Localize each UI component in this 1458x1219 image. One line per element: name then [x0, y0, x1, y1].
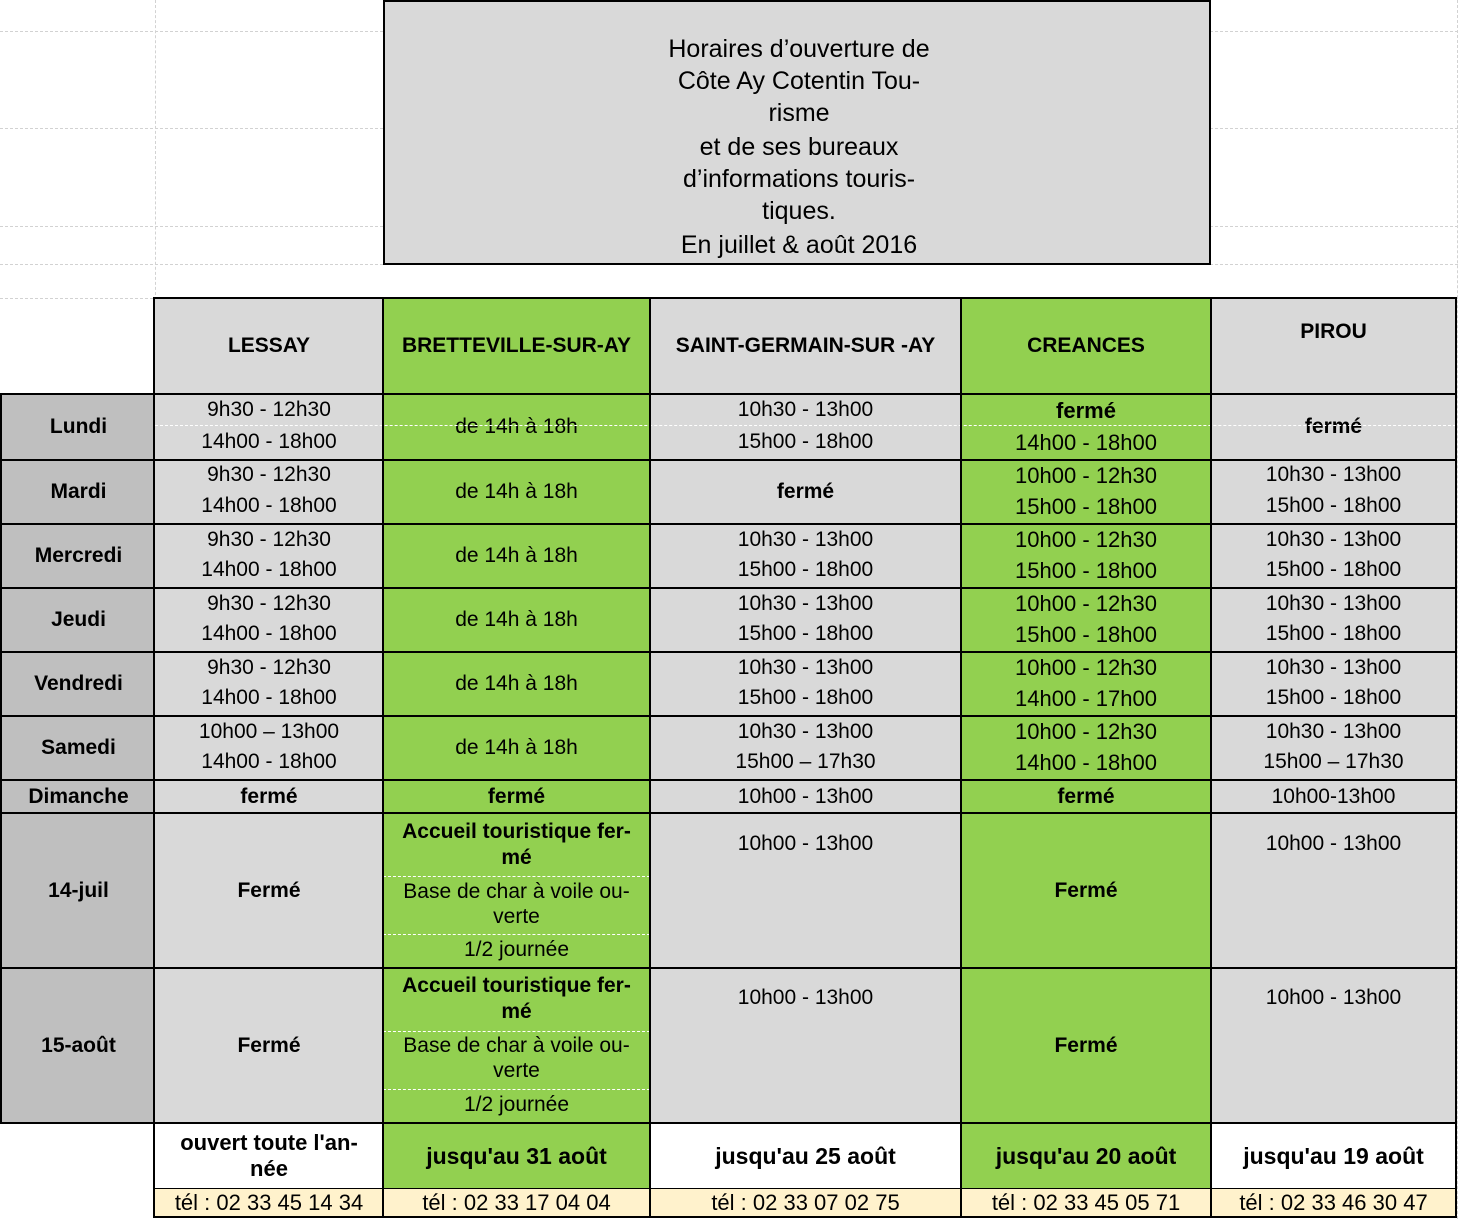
time-slot: 10h00 - 13h00: [737, 784, 874, 808]
row-divider: [383, 1089, 650, 1090]
border-line: [1455, 297, 1457, 1218]
time-slot: 9h30 - 12h30: [207, 463, 331, 486]
time-slot: 15h00 - 18h00: [737, 430, 874, 453]
time-slot: 10h30 - 13h00: [1265, 528, 1402, 551]
holiday-note: mé: [501, 846, 532, 869]
border-line: [153, 297, 155, 1218]
row-divider: [383, 1031, 650, 1032]
column-header-creances: CREANCES: [961, 298, 1211, 394]
closed-label: fermé: [1057, 784, 1115, 808]
holiday-note: Base de char à voile ou-: [403, 880, 630, 903]
border-line: [382, 297, 384, 1218]
time-slot: 15h00 - 18h00: [737, 622, 874, 645]
border-line: [153, 297, 1457, 299]
time-slot: 15h00 - 18h00: [1265, 686, 1402, 709]
border-line: [0, 1122, 1457, 1124]
day-label: Jeudi: [2, 588, 155, 652]
closed-label: fermé: [1304, 415, 1363, 438]
time-slot: 10h30 - 13h00: [737, 720, 874, 743]
time-slot: 10h30 - 13h00: [1265, 720, 1402, 743]
phone-number: tél : 02 33 45 14 34: [155, 1189, 383, 1217]
border-line: [0, 715, 1457, 717]
time-slot: 15h00 - 18h00: [1015, 494, 1157, 519]
day-label: Dimanche: [2, 780, 155, 813]
holiday-note: verte: [493, 905, 540, 928]
time-slot: 10h00 - 12h30: [1015, 527, 1157, 552]
grid-line: [155, 0, 156, 300]
border-line: [0, 523, 1457, 525]
border-line: [0, 393, 1457, 395]
row-divider: [155, 425, 1456, 426]
holiday-cell-pirou: [1211, 813, 1456, 968]
time-slot: 14h00 - 18h00: [1015, 750, 1157, 775]
until-label: jusqu'au 31 août: [383, 1123, 650, 1189]
day-label: Vendredi: [2, 652, 155, 716]
time-slot: 15h00 – 17h30: [1263, 750, 1404, 773]
day-label: Mardi: [2, 460, 155, 524]
time-slot: 9h30 - 12h30: [207, 656, 331, 679]
title-line: Côte Ay Cotentin Tou-: [677, 67, 921, 95]
until-label: ouvert toute l'an-: [180, 1130, 358, 1155]
time-slot: 14h00 - 18h00: [201, 494, 337, 517]
holiday-note: Accueil touristique fer-: [402, 820, 631, 843]
time-slot: 15h00 – 17h30: [735, 750, 876, 773]
holiday-note: verte: [493, 1059, 540, 1082]
column-header-pirou: PIROU: [1211, 298, 1456, 394]
border-line: [0, 587, 1457, 589]
time-slot: 10h30 - 13h00: [737, 592, 874, 615]
time-slot: 14h00 - 18h00: [201, 750, 337, 773]
time-slot: 14h00 - 18h00: [201, 622, 337, 645]
day-label: 15-août: [2, 968, 155, 1123]
time-slot: 10h30 - 13h00: [737, 528, 874, 551]
time-slot: de 14h à 18h: [455, 415, 578, 438]
holiday-note: Base de char à voile ou-: [403, 1034, 630, 1057]
border-line: [0, 779, 1457, 781]
holiday-cell-saint-germain: [650, 968, 961, 1123]
title-line: d’informations touris-: [682, 165, 916, 193]
time-slot: 15h00 - 18h00: [1265, 558, 1402, 581]
time-slot: 10h00 – 13h00: [198, 720, 340, 743]
time-slot: 10h00 - 12h30: [1015, 463, 1157, 488]
title-line: risme: [768, 99, 830, 127]
border-line: [0, 967, 1457, 969]
time-slot: 14h00 - 18h00: [1015, 430, 1157, 455]
time-slot: de 14h à 18h: [455, 736, 578, 759]
holiday-note: Accueil touristique fer-: [402, 974, 631, 997]
time-slot: 10h30 - 13h00: [1265, 592, 1402, 615]
day-label: Lundi: [2, 394, 155, 460]
holiday-cell-saint-germain: [650, 813, 961, 968]
border-line: [0, 393, 2, 1124]
phone-number: tél : 02 33 07 02 75: [650, 1189, 961, 1217]
border-line: [649, 297, 651, 1218]
until-label: jusqu'au 25 août: [650, 1123, 961, 1189]
time-slot: 15h00 - 18h00: [1015, 558, 1157, 583]
phone-number: tél : 02 33 17 04 04: [383, 1189, 650, 1217]
until-label: jusqu'au 20 août: [961, 1123, 1211, 1189]
holiday-note: 1/2 journée: [463, 938, 570, 961]
closed-label: fermé: [1056, 398, 1116, 423]
closed-label: fermé: [776, 480, 835, 503]
time-slot: 15h00 - 18h00: [737, 558, 874, 581]
time-slot: 15h00 - 18h00: [737, 686, 874, 709]
time-slot: 14h00 - 18h00: [201, 558, 337, 581]
time-slot: 14h00 - 17h00: [1015, 686, 1157, 711]
title-box: [383, 0, 1211, 265]
time-slot: 10h00 - 12h30: [1015, 591, 1157, 616]
time-slot: 9h30 - 12h30: [207, 592, 331, 615]
time-slot: 9h30 - 12h30: [207, 398, 331, 421]
holiday-cell-bretteville: [383, 968, 650, 1123]
title-line: Horaires d’ouverture de: [668, 35, 930, 63]
time-slot: 10h00 - 12h30: [1015, 719, 1157, 744]
time-slot: 15h00 - 18h00: [1265, 622, 1402, 645]
closed-label: Fermé: [961, 813, 1211, 968]
until-cell-lessay: [155, 1123, 383, 1189]
time-slot: 10h00 - 13h00: [1265, 986, 1402, 1009]
row-divider: [383, 876, 650, 877]
column-header-lessay: LESSAY: [155, 298, 383, 394]
title-line: et de ses bureaux: [699, 133, 899, 161]
closed-label: fermé: [487, 784, 546, 808]
time-slot: 10h30 - 13h00: [1265, 463, 1402, 486]
border-line: [153, 1216, 1457, 1218]
border-line: [1210, 297, 1212, 1218]
closed-label: Fermé: [155, 968, 383, 1123]
holiday-cell-pirou: [1211, 968, 1456, 1123]
column-header-saint-germain: SAINT-GERMAIN-SUR -AY: [650, 298, 961, 394]
time-slot: de 14h à 18h: [455, 672, 578, 695]
border-line: [153, 1188, 1457, 1189]
title-line: En juillet & août 2016: [680, 231, 918, 259]
holiday-cell-bretteville: [383, 813, 650, 968]
row-divider: [383, 934, 650, 935]
time-slot: 10h00 - 13h00: [1265, 832, 1402, 855]
day-label: Samedi: [2, 716, 155, 780]
until-label: née: [250, 1156, 288, 1181]
column-header-bretteville: BRETTEVILLE-SUR-AY: [383, 298, 650, 394]
time-slot: 10h00-13h00: [1271, 784, 1396, 808]
time-slot: de 14h à 18h: [455, 544, 578, 567]
time-slot: 9h30 - 12h30: [207, 528, 331, 551]
holiday-note: mé: [501, 1000, 532, 1023]
time-slot: 15h00 - 18h00: [1015, 622, 1157, 647]
border-line: [0, 459, 1457, 461]
time-slot: 14h00 - 18h00: [201, 430, 337, 453]
closed-label: fermé: [240, 784, 298, 808]
phone-number: tél : 02 33 46 30 47: [1211, 1189, 1456, 1217]
time-slot: 10h30 - 13h00: [737, 398, 874, 421]
time-slot: 15h00 - 18h00: [1265, 494, 1402, 517]
holiday-note: 1/2 journée: [463, 1093, 570, 1116]
time-slot: 10h30 - 13h00: [1265, 656, 1402, 679]
time-slot: 10h00 - 13h00: [737, 832, 874, 855]
border-line: [960, 297, 962, 1218]
border-line: [0, 812, 1457, 814]
time-slot: de 14h à 18h: [455, 480, 578, 503]
time-slot: 10h00 - 12h30: [1015, 655, 1157, 680]
border-line: [0, 651, 1457, 653]
day-label: Mercredi: [2, 524, 155, 588]
day-label: 14-juil: [2, 813, 155, 968]
time-slot: 10h00 - 13h00: [737, 986, 874, 1009]
closed-label: Fermé: [961, 968, 1211, 1123]
time-slot: de 14h à 18h: [455, 608, 578, 631]
title-line: tiques.: [762, 197, 836, 225]
until-label: jusqu'au 19 août: [1211, 1123, 1456, 1189]
time-slot: 14h00 - 18h00: [201, 686, 337, 709]
closed-label: Fermé: [155, 813, 383, 968]
time-slot: 10h30 - 13h00: [737, 656, 874, 679]
phone-number: tél : 02 33 45 05 71: [961, 1189, 1211, 1217]
